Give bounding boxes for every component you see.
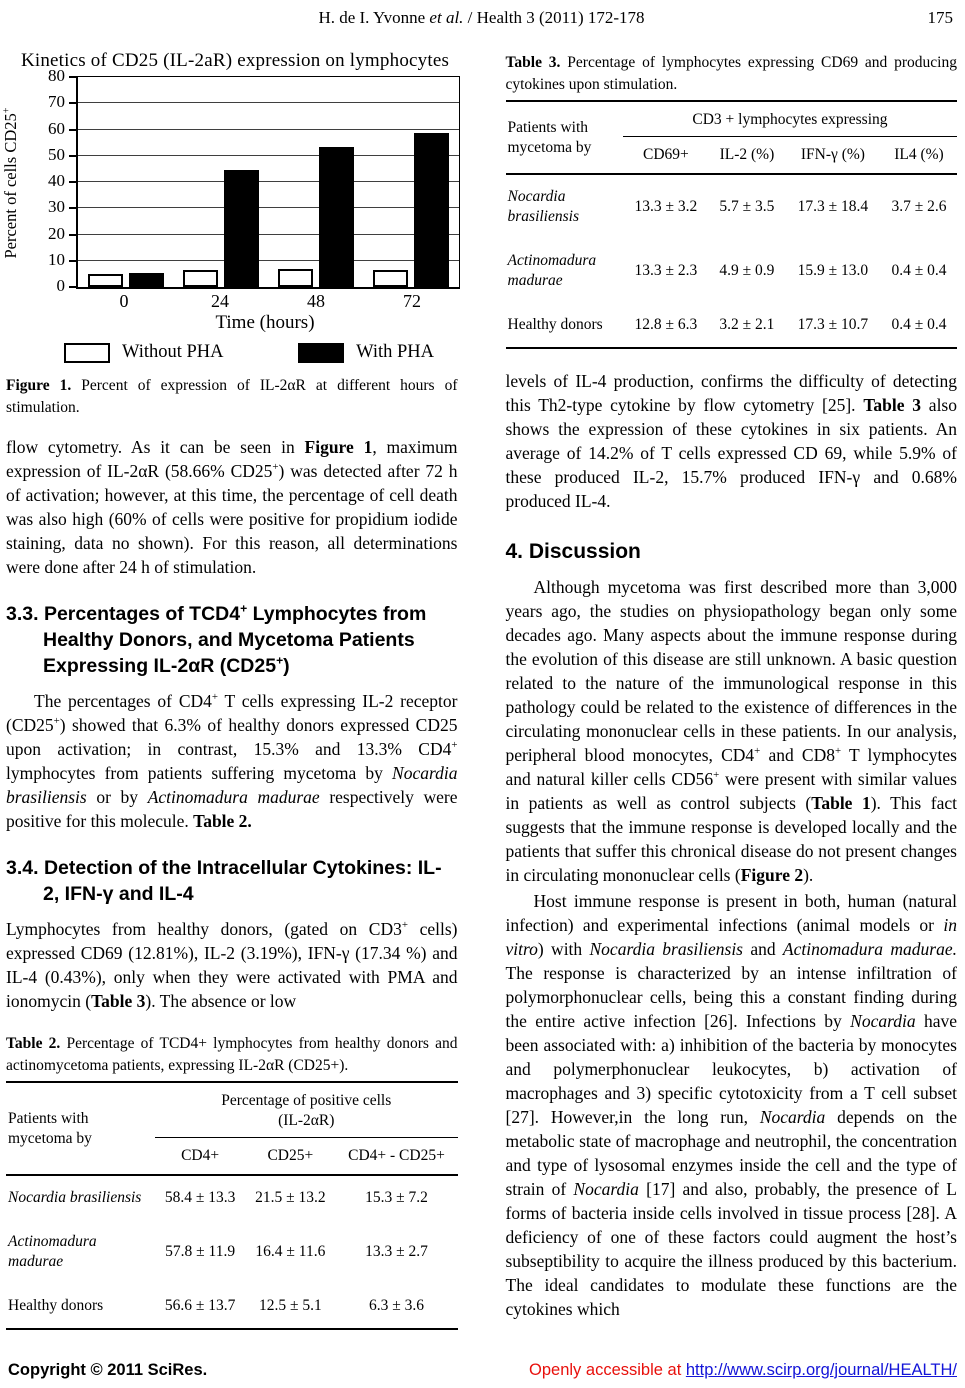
y-axis-label: Percent of cells CD25+	[1, 106, 20, 259]
table-cell: 21.5 ± 13.2	[255, 1189, 326, 1206]
copyright-notice: Copyright © 2011 SciRes.	[8, 1361, 208, 1379]
x-tick-label: 72	[403, 291, 421, 311]
table-cell: 12.8 ± 6.3	[634, 316, 698, 333]
running-header	[6, 8, 957, 36]
y-tick-label: 20	[48, 223, 65, 243]
page-footer	[8, 1361, 957, 1380]
table-cell: 6.3 ± 3.6	[368, 1297, 424, 1314]
table-cell: 12.5 ± 5.1	[258, 1297, 322, 1314]
bar-with-pha	[414, 133, 449, 287]
y-tick-label: 10	[48, 249, 65, 269]
page-number: 175	[927, 8, 953, 27]
chart-legend	[64, 342, 434, 363]
y-tick-label: 60	[48, 118, 65, 138]
table-2-group-header	[155, 1082, 458, 1138]
section-4-heading: 4. Discussion	[505, 540, 641, 563]
legend-swatch	[298, 343, 344, 363]
section-3-3-heading: 3.3. Percentages of TCD4+ Lymphocytes from Healthy Donors, and Mycetoma Patients Expressing IL-2αR (CD25+)	[6, 601, 427, 677]
bar-with-pha	[224, 170, 259, 287]
table-2	[6, 1081, 458, 1330]
discussion-paragraph-1: Although mycetoma was first described more than 3,000 years ago, the studies on physiopathology began only some decades ago. Many aspects about the immune response during the evolution of this disease are still unknown. A basic question related to the nature of the immunological response in this pathology could be related to the existence of differences in the circulating mononuclear cells in these patients. In our analysis, peripheral blood monocytes, CD4+ and CD8+ T lymphocytes and natural killer cells CD56+ were present with similar values in patients as well as control subjects (Table 1). This fact suggests that the immune response is developed locally and the patients that suffer this chronical disease do not present changes in circulating mononuclear cells (Figure 2).	[505, 577, 957, 885]
left-column	[1, 50, 458, 1330]
paragraph-levels-il4: levels of IL-4 production, confirms the difficulty of detecting this Th2-type cytokine by flow cytometry [25]. Table 3 also shows the expression of these cytokines in six patients. An average of 14.2% of T cells expressed CD 69, while 5.9% of these produced IL-2, 15.7% produced IFN-γ and 0.68% produced IL-4.	[505, 371, 957, 511]
table-cell: 15.9 ± 13.0	[797, 262, 869, 279]
y-tick-label: 30	[48, 197, 65, 217]
bar-without-pha	[88, 274, 123, 287]
bar-group-48h	[269, 77, 364, 287]
bar-groups	[78, 77, 459, 287]
y-tick-mark	[69, 76, 76, 78]
legend-label: With PHA	[356, 342, 434, 362]
discussion-paragraph-2: Host immune response is present in both, human (natural infection) and experimental infections (animal models or in vitro) with Nocardia brasiliensis and Actinomadura madurae. The response is characterized by an intense infiltration of polymorphonuclear cells, being this a constant finding during the entire active infection [26]. Infections by Nocardia have been associated with: a) inhibition of the bacteria by monocytes and polymerphonuclear leukocytes, b) activation of macrophages and 3) specific cytotoxicity from a T cell subset [27]. However,in the long run, Nocardia depends on the metabolic state of macrophage and neutrophil, the concentration and type of lysosomal enzymes inside the cell and the type of strain of Nocardia [17] and also, probably, the presence of L forms of bacteria inside cells involved in tissue process [28]. A deficiency of one of these factors could augment the host’s subseptibility to acquire the illness produced by this bacterium. The ideal candidates to modulate these functions are the cytokines which	[505, 891, 957, 1319]
x-axis-label: Time (hours)	[215, 312, 315, 333]
y-tick-label: 70	[48, 92, 65, 112]
bar-with-pha	[319, 147, 354, 287]
bar-group-24h	[173, 77, 268, 287]
table-2-row-label: Healthy donors	[8, 1297, 104, 1314]
bar-without-pha	[278, 269, 313, 287]
access-prefix: Openly accessible at	[529, 1361, 686, 1379]
table-3-col-header: IL4 (%)	[894, 146, 944, 163]
section-3-4-heading: 3.4. Detection of the Intracellular Cytokines: IL-2, IFN-γ and IL-4	[6, 857, 442, 905]
figure-1-chart	[1, 50, 464, 363]
table-cell: 17.3 ± 10.7	[797, 316, 869, 333]
bar-with-pha	[129, 273, 164, 287]
table-2-col-header: CD25+	[267, 1147, 314, 1164]
table-3-row-label: Actinomadura madurae	[507, 252, 597, 289]
table-row	[6, 1175, 458, 1220]
table-2-group-line2: (IL-2αR)	[278, 1112, 335, 1129]
two-column-layout	[1, 50, 957, 1330]
legend-entry	[64, 342, 224, 363]
paragraph-flow-cytometry: flow cytometry. As it can be seen in Figure 1, maximum expression of IL-2αR (58.66% CD25+) was detected after 72 h of activation; however, at this time, the percentage of cell death was also high (60% of cells were positive for propidium iodide staining, data no shown). For this reason, all determinations were done after 24 h of stimulation.	[6, 437, 458, 577]
access-note	[529, 1361, 957, 1380]
table-cell: 3.2 ± 2.1	[719, 316, 775, 333]
y-tick-mark	[69, 260, 76, 262]
table-3-col-header: IL-2 (%)	[719, 146, 775, 163]
table-cell: 57.8 ± 11.9	[165, 1243, 236, 1260]
table-row	[506, 174, 958, 239]
table-cell: 56.6 ± 13.7	[164, 1297, 236, 1314]
chart-title: Kinetics of CD25 (IL-2aR) expression on lymphocytes	[20, 50, 450, 71]
plot-area	[76, 76, 460, 289]
table-cell: 0.4 ± 0.4	[891, 262, 947, 279]
table-cell: 15.3 ± 7.2	[365, 1189, 428, 1206]
table-cell: 4.9 ± 0.9	[719, 262, 775, 279]
figure-1-caption: Figure 1. Percent of expression of IL-2αR at different hours of stimulation.	[6, 377, 458, 416]
table-cell: 13.3 ± 3.2	[634, 198, 698, 215]
y-tick-mark	[69, 286, 76, 288]
y-axis-ticks	[32, 66, 76, 295]
y-tick-mark	[69, 102, 76, 104]
legend-label: Without PHA	[122, 342, 224, 362]
plot-wrap	[1, 66, 464, 295]
legend-swatch	[64, 343, 110, 363]
table-3-col-header: CD69+	[642, 146, 689, 163]
table-row	[6, 1220, 458, 1284]
y-tick-mark	[69, 155, 76, 157]
x-tick-label: 24	[211, 291, 229, 311]
paragraph-3-4: Lymphocytes from healthy donors, (gated on CD3+ cells) expressed CD69 (12.81%), IL-2 (3.19%), IFN-γ (17.34 %) and IL-4 (0.43%), only when they were activated with PMA and ionomycin (Table 3). The absence or low	[6, 919, 458, 1011]
table-cell: 13.3 ± 2.7	[365, 1243, 428, 1260]
table-3-group-header: CD3 + lymphocytes expressing	[623, 101, 957, 137]
x-axis-ticks	[76, 289, 460, 312]
table-cell: 0.4 ± 0.4	[891, 316, 947, 333]
table-3-caption: Table 3. Percentage of lymphocytes expressing CD69 and producing cytokines upon stimulation.	[505, 54, 957, 93]
table-3-col-header: IFN-γ (%)	[800, 146, 865, 163]
table-2-rowhead: Patients with mycetoma by	[8, 1109, 92, 1147]
running-header-title: H. de I. Yvonne et al. / Health 3 (2011) 172-178	[318, 8, 645, 27]
table-cell: 13.3 ± 2.3	[634, 262, 698, 279]
x-tick-label: 0	[119, 291, 129, 311]
y-tick-label: 0	[56, 276, 65, 295]
y-tick-mark	[69, 129, 76, 131]
table-3-row-label: Nocardia brasiliensis	[507, 188, 579, 225]
table-2-row-label: Actinomadura madurae	[8, 1233, 97, 1270]
table-2-group-line1: Percentage of positive cells	[221, 1092, 392, 1109]
y-tick-mark	[69, 234, 76, 236]
y-tick-mark	[69, 207, 76, 209]
table-cell: 5.7 ± 3.5	[719, 198, 775, 215]
table-cell: 17.3 ± 18.4	[797, 198, 869, 215]
table-2-col-header: CD4+ - CD25+	[348, 1147, 445, 1164]
table-cell: 16.4 ± 11.6	[255, 1243, 326, 1260]
y-tick-label: 80	[48, 66, 65, 85]
paragraph-3-3: The percentages of CD4+ T cells expressing IL-2 receptor (CD25+) showed that 6.3% of healthy donors expressed CD25 upon activation; in contrast, 15.3% and 13.3% CD4+ lymphocytes from patients suffering mycetoma by Nocardia brasiliensis or by Actinomadura madurae respectively were positive for this molecule. Table 2.	[6, 691, 458, 831]
bar-group-0h	[78, 77, 173, 287]
x-tick-label: 48	[307, 291, 325, 311]
bar-group-72h	[364, 77, 459, 287]
table-2-col-header: CD4+	[181, 1147, 220, 1164]
table-cell: 58.4 ± 13.3	[164, 1189, 236, 1206]
right-column	[506, 50, 958, 1330]
table-3-row-label: Healthy donors	[507, 316, 603, 333]
table-row	[6, 1284, 458, 1329]
y-tick-mark	[69, 181, 76, 183]
table-3-rowhead: Patients with mycetoma by	[507, 118, 592, 156]
y-tick-label: 50	[48, 144, 65, 164]
table-row	[506, 303, 958, 348]
legend-entry	[298, 342, 434, 363]
table-2-caption: Table 2. Percentage of TCD4+ lymphocytes from healthy donors and actinomycetoma patients, expressing IL-2αR (CD25+).	[6, 1035, 458, 1074]
table-2-row-label: Nocardia brasiliensis	[8, 1189, 142, 1206]
table-row	[506, 239, 958, 303]
journal-link[interactable]: http://www.scirp.org/journal/HEALTH/	[685, 1361, 957, 1379]
table-3	[506, 100, 958, 349]
y-tick-label: 40	[48, 171, 65, 190]
bar-without-pha	[183, 270, 218, 287]
bar-without-pha	[373, 270, 408, 287]
table-cell: 3.7 ± 2.6	[891, 198, 947, 215]
